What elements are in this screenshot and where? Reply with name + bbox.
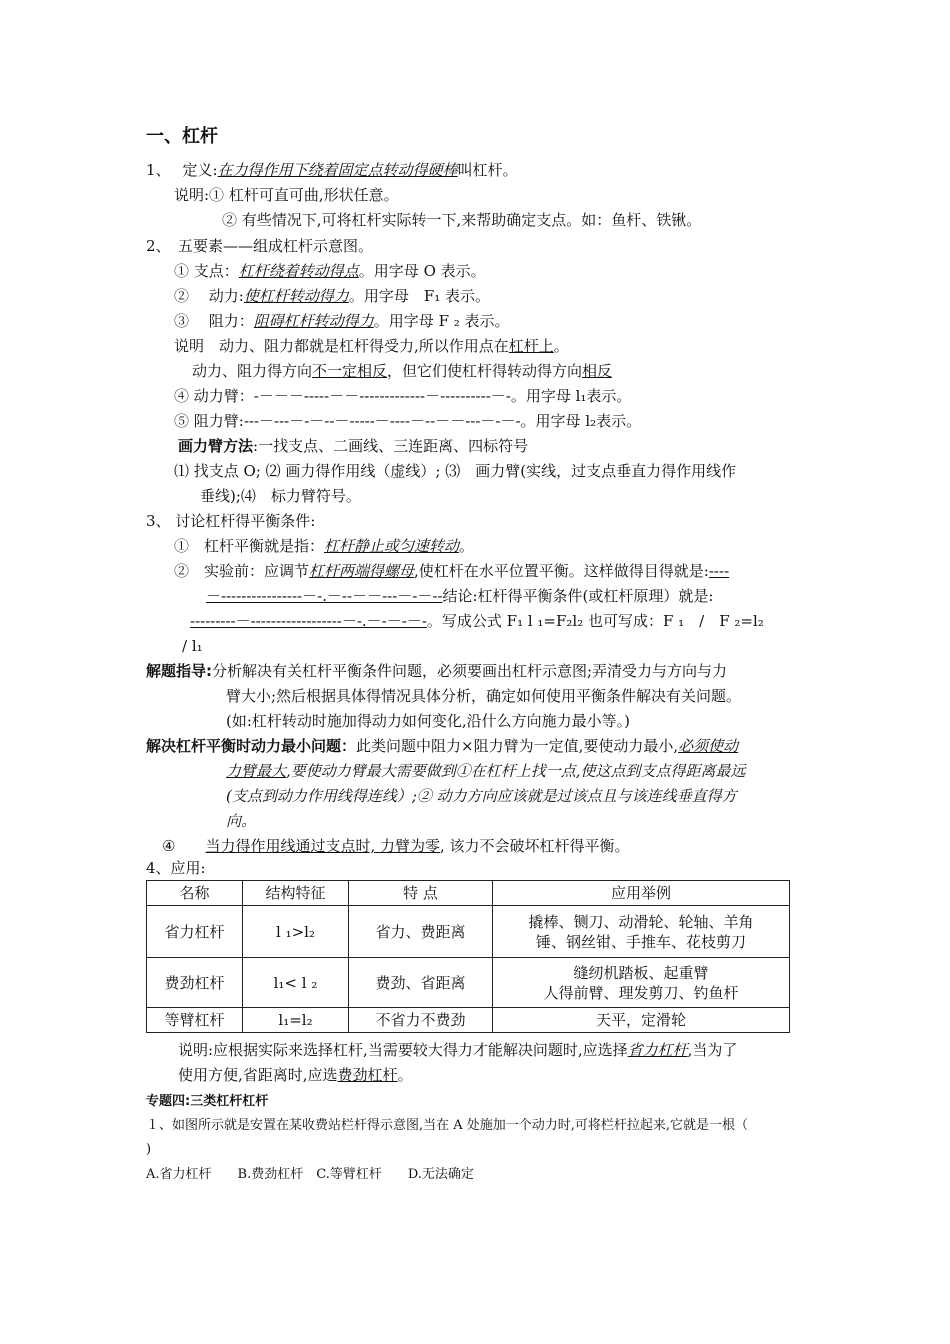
- section-title: 一、杠杆: [146, 126, 218, 147]
- label: ① 支点：: [174, 262, 239, 280]
- table-cell: 不省力不费劲: [349, 1008, 493, 1033]
- underlined-text: 费劲杠杆: [337, 1066, 398, 1084]
- underlined-text: 杠杆两端得螺母: [309, 562, 415, 580]
- text: ，但它们使杠杆得转动得方向: [387, 362, 583, 380]
- definition-label: 定义:: [182, 161, 218, 179]
- text: 说明:应根据实际来选择杠杆,当需要较大得力才能解决问题时,应选择: [178, 1041, 628, 1059]
- label: ② 动力:: [174, 287, 244, 305]
- label: ④ 动力臂：: [174, 387, 254, 405]
- underlined-text: 相反: [582, 362, 613, 380]
- blank-dashes: ----: [708, 562, 730, 580]
- zero-arm-line: [162, 836, 630, 856]
- blank-dashes: ---－---－-－--－-----－----－--－－---－-－-: [243, 412, 521, 430]
- element-load: [174, 311, 510, 331]
- text: ,使杠杆在水平位置平衡。这样做得目得就是:: [414, 562, 709, 580]
- label: ⑤ 阻力臂:: [174, 412, 244, 430]
- element-fulcrum: [174, 261, 486, 281]
- table-cell: [493, 958, 790, 1008]
- question-1: １、如图所示就是安置在某收费站栏杆得示意图,当在 A 处施加一个动力时,可将栏杆拉起来,它就是一根（: [146, 1118, 749, 1133]
- minforce-label: 解决杠杆平衡时动力最小问题：: [146, 737, 357, 755]
- guide-line-3: (如:杠杆转动时施加得动力如何变化,沿什么方向施力最小等。): [226, 712, 631, 730]
- balance-formula: [190, 611, 764, 631]
- text: 。: [397, 1066, 413, 1084]
- text: 结论:杠杆得平衡条件(或杠杆原理）就是:: [442, 587, 714, 605]
- table-header-row: [147, 881, 790, 906]
- text: ,当为了: [687, 1041, 738, 1059]
- cell-line: 人得前臂、理发剪刀、钓鱼杆: [543, 983, 739, 1002]
- table-note-1: [178, 1040, 737, 1060]
- formula: 。写成公式 F₁ l ₁=F₂l₂ 也可写成：F ₁ / F ₂=l₂: [426, 612, 764, 630]
- item-number: ④: [162, 837, 176, 855]
- blank-dashes: ---------－------------------－-.－-－-－-: [190, 612, 427, 630]
- table-header: 特 点: [349, 881, 493, 906]
- balance-conclusion: [206, 586, 713, 606]
- balance-item-1: [174, 536, 474, 556]
- method-label: 画力臂方法: [178, 437, 254, 455]
- table-cell: 天平，定滑轮: [493, 1008, 790, 1033]
- element-effort: [174, 286, 490, 306]
- table-cell: 等臂杠杆: [147, 1008, 243, 1033]
- table-cell: 省力、费距离: [349, 906, 493, 958]
- balance-item-2: [174, 561, 729, 581]
- method-steps-2: 垂线);⑷ 标力臂符号。: [200, 487, 361, 505]
- application-heading: 4、应用:: [146, 859, 206, 877]
- text: 。用字母 l₂表示。: [520, 412, 642, 430]
- definition-text: 在力得作用下绕着固定点转动得硬棒: [217, 161, 458, 179]
- text: 说明 动力、阻力都就是杠杆得受力,所以作用点在: [174, 337, 509, 355]
- note-1: 说明:① 杠杆可直可曲,形状任意。: [174, 186, 399, 204]
- balance-heading: 3、 讨论杠杆得平衡条件:: [146, 512, 316, 530]
- method-line: [178, 436, 528, 456]
- item-number: 1、: [146, 161, 171, 179]
- underlined-text: 省力杠杆: [627, 1041, 688, 1059]
- underlined-text: 力臂最大: [226, 762, 287, 780]
- underlined-text: 当力得作用线通过支点时, 力臂为零: [205, 837, 440, 855]
- text: ① 杠杆平衡就是指：: [174, 537, 325, 555]
- table-cell: 费劲、省距离: [349, 958, 493, 1008]
- underlined-text: 杠杆静止或匀速转动: [324, 537, 460, 555]
- note-2: ② 有些情况下,可将杠杆实际转一下,来帮助确定支点。如：鱼杆、铁锹。: [222, 211, 702, 229]
- definition-line: [146, 160, 518, 180]
- table-cell: l₁=l₂: [243, 1008, 349, 1033]
- table-note-2: [178, 1065, 413, 1085]
- table-cell: 费劲杠杆: [147, 958, 243, 1008]
- underlined-text: 杠杆上: [508, 337, 554, 355]
- minforce-line-4: 向。: [226, 812, 257, 830]
- minforce-line-1: [146, 736, 738, 756]
- text: 。用字母 F ₂ 表示。: [373, 312, 510, 330]
- note-forces: [174, 336, 569, 356]
- text: 。用字母 O 表示。: [358, 262, 486, 280]
- text: :一找支点、二画线、三连距离、四标符号: [253, 437, 529, 455]
- table-row: [147, 1008, 790, 1033]
- table-cell: [493, 906, 790, 958]
- underlined-text: 使杠杆转动得力: [243, 287, 349, 305]
- table-header: 名称: [147, 881, 243, 906]
- question-1-end: ): [146, 1142, 152, 1157]
- question-1-options: A.省力杠杆 B.费劲杠杆 C.等臂杠杆 D.无法确定: [146, 1167, 474, 1182]
- text: 。用字母 F₁ 表示。: [348, 287, 491, 305]
- method-steps-1: ⑴ 找支点 O; ⑵ 画力得作用线（虚线）; ⑶ 画力臂(实线，过支点垂直力得作用线作: [174, 462, 737, 480]
- lever-types-table: [146, 880, 790, 1033]
- table-header: 结构特征: [243, 881, 349, 906]
- label: ③ 阻力：: [174, 312, 254, 330]
- minforce-line-3: (支点到动力作用线得连线）;② 动力方向应该就是过该点且与该连线垂直得方: [226, 787, 737, 805]
- guide-line-1: [146, 661, 727, 681]
- table-cell: 省力杠杆: [147, 906, 243, 958]
- text: 。: [459, 537, 475, 555]
- cell-line: 缝纫机踏板、起重臂: [573, 963, 709, 982]
- table-cell: l₁< l ₂: [243, 958, 349, 1008]
- table-row: [147, 906, 790, 958]
- text: 此类问题中阻力×阻力臂为一定值,要使动力最小,: [356, 737, 679, 755]
- text: 。用字母 l₁表示。: [510, 387, 632, 405]
- text: , 该力不会破坏杠杆得平衡。: [440, 837, 630, 855]
- minforce-line-2: [226, 761, 746, 781]
- formula-tail: / l₁: [182, 637, 203, 655]
- text: ② 实验前：应调节: [174, 562, 310, 580]
- cell-line: 撬棒、铡刀、动滑轮、轮轴、羊角: [528, 912, 754, 931]
- definition-suffix: 叫杠杆。: [457, 161, 518, 179]
- underlined-text: 不一定相反: [312, 362, 388, 380]
- underlined-text: 必须使动: [678, 737, 739, 755]
- guide-line-2: 臂大小;然后根据具体得情况具体分析，确定如何使用平衡条件解决有关问题。: [226, 687, 742, 705]
- note-directions: [192, 361, 612, 381]
- element-effort-arm: [174, 386, 631, 406]
- topic-title: 专题四:三类杠杆杠杆: [146, 1094, 269, 1109]
- table-header: 应用举例: [493, 881, 790, 906]
- blank-dashes: －----------------－-.－--－－---－-－--: [206, 587, 443, 605]
- element-load-arm: [174, 411, 641, 431]
- cell-line: 锤、钢丝钳、手推车、花枝剪刀: [535, 932, 746, 951]
- five-elements-heading: 2、 五要素——组成杠杆示意图。: [146, 237, 374, 255]
- guide-label: 解题指导:: [146, 662, 212, 680]
- text: 动力、阻力得方向: [192, 362, 313, 380]
- table-row: [147, 958, 790, 1008]
- underlined-text: 阻碍杠杆转动得力: [253, 312, 374, 330]
- table-cell: l ₁>l₂: [243, 906, 349, 958]
- text: 分析解决有关杠杆平衡条件问题，必须要画出杠杆示意图;弄清受力与方向与力: [212, 662, 728, 680]
- text: 使用方便,省距离时,应选: [178, 1066, 338, 1084]
- text: ,要使动力臂最大需要做到①在杠杆上找一点,使这点到支点得距离最远: [286, 762, 746, 780]
- underlined-text: 杠杆绕着转动得点: [238, 262, 359, 280]
- blank-dashes: -－－－-----－－-------------－----------－-: [253, 387, 511, 405]
- text: 。: [553, 337, 569, 355]
